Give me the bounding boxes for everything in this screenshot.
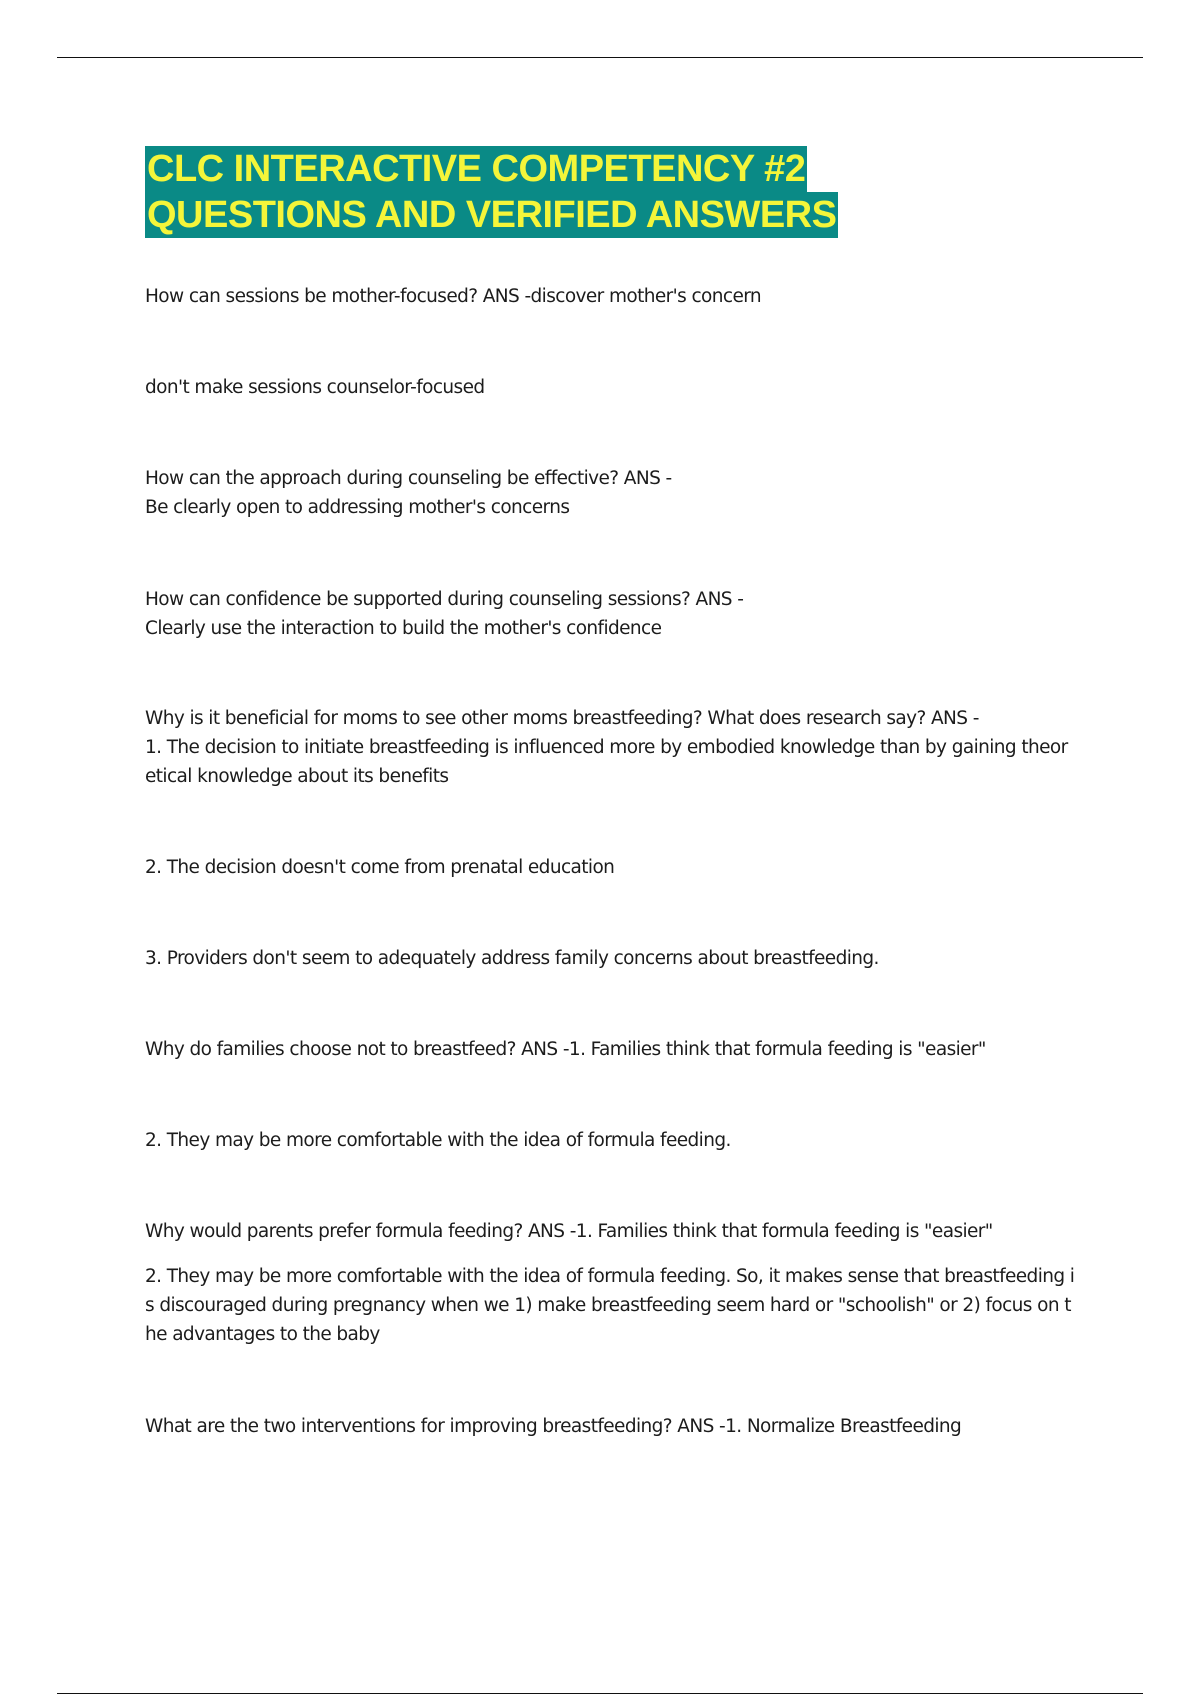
page-title [145,146,838,238]
text-line: 2. They may be more comfortable with the idea of formula feeding. [145,1130,731,1151]
qa-block-8 [145,1035,1090,1064]
text-line: Clearly use the interaction to build the mother's confidence [145,618,662,639]
text-line: 2. They may be more comfortable with the idea of formula feeding. So, it makes sense that breastfeeding i [145,1266,1075,1287]
text-line: don't make sessions counselor-focused [145,377,485,398]
qa-block-2 [145,373,1090,402]
qa-block-10 [145,1217,1090,1246]
footer-rule [57,1693,1143,1694]
qa-block-7 [145,944,1090,973]
text-line: How can the approach during counseling be effective? ANS - [145,468,672,489]
text-line: Be clearly open to addressing mother's concerns [145,497,570,518]
text-line: Why do families choose not to breastfeed? ANS -1. Families think that formula feeding is "easier" [145,1039,986,1060]
text-line: What are the two interventions for improving breastfeeding? ANS -1. Normalize Breastfeeding [145,1416,962,1437]
text-line: 2. The decision doesn't come from prenatal education [145,857,615,878]
qa-block-4 [145,585,1090,643]
text-line: 3. Providers don't seem to adequately address family concerns about breastfeeding. [145,948,879,969]
qa-block-6 [145,853,1090,882]
text-line: 1. The decision to initiate breastfeeding is influenced more by embodied knowledge than by gaining theor [145,737,1068,758]
text-line: How can sessions be mother-focused? ANS -discover mother's concern [145,286,762,307]
text-line: How can confidence be supported during counseling sessions? ANS - [145,589,744,610]
qa-block-1 [145,282,1090,311]
qa-block-5 [145,704,1090,791]
qa-block-3 [145,464,1090,522]
text-line: he advantages to the baby [145,1324,380,1345]
title-line-1: CLC INTERACTIVE COMPETENCY #2 [147,148,806,190]
header-rule [57,57,1143,58]
text-line: Why is it beneficial for moms to see other moms breastfeeding? What does research say? ANS - [145,708,979,729]
qa-block-11 [145,1262,1090,1349]
text-line: etical knowledge about its benefits [145,766,449,787]
qa-block-12 [145,1412,1090,1441]
text-line: s discouraged during pregnancy when we 1) make breastfeeding seem hard or "schoolish" or 2) focus on t [145,1295,1071,1316]
qa-block-9 [145,1126,1090,1155]
text-line: Why would parents prefer formula feeding? ANS -1. Families think that formula feeding is "easier" [145,1221,993,1242]
title-line-2: QUESTIONS AND VERIFIED ANSWERS [147,194,837,236]
